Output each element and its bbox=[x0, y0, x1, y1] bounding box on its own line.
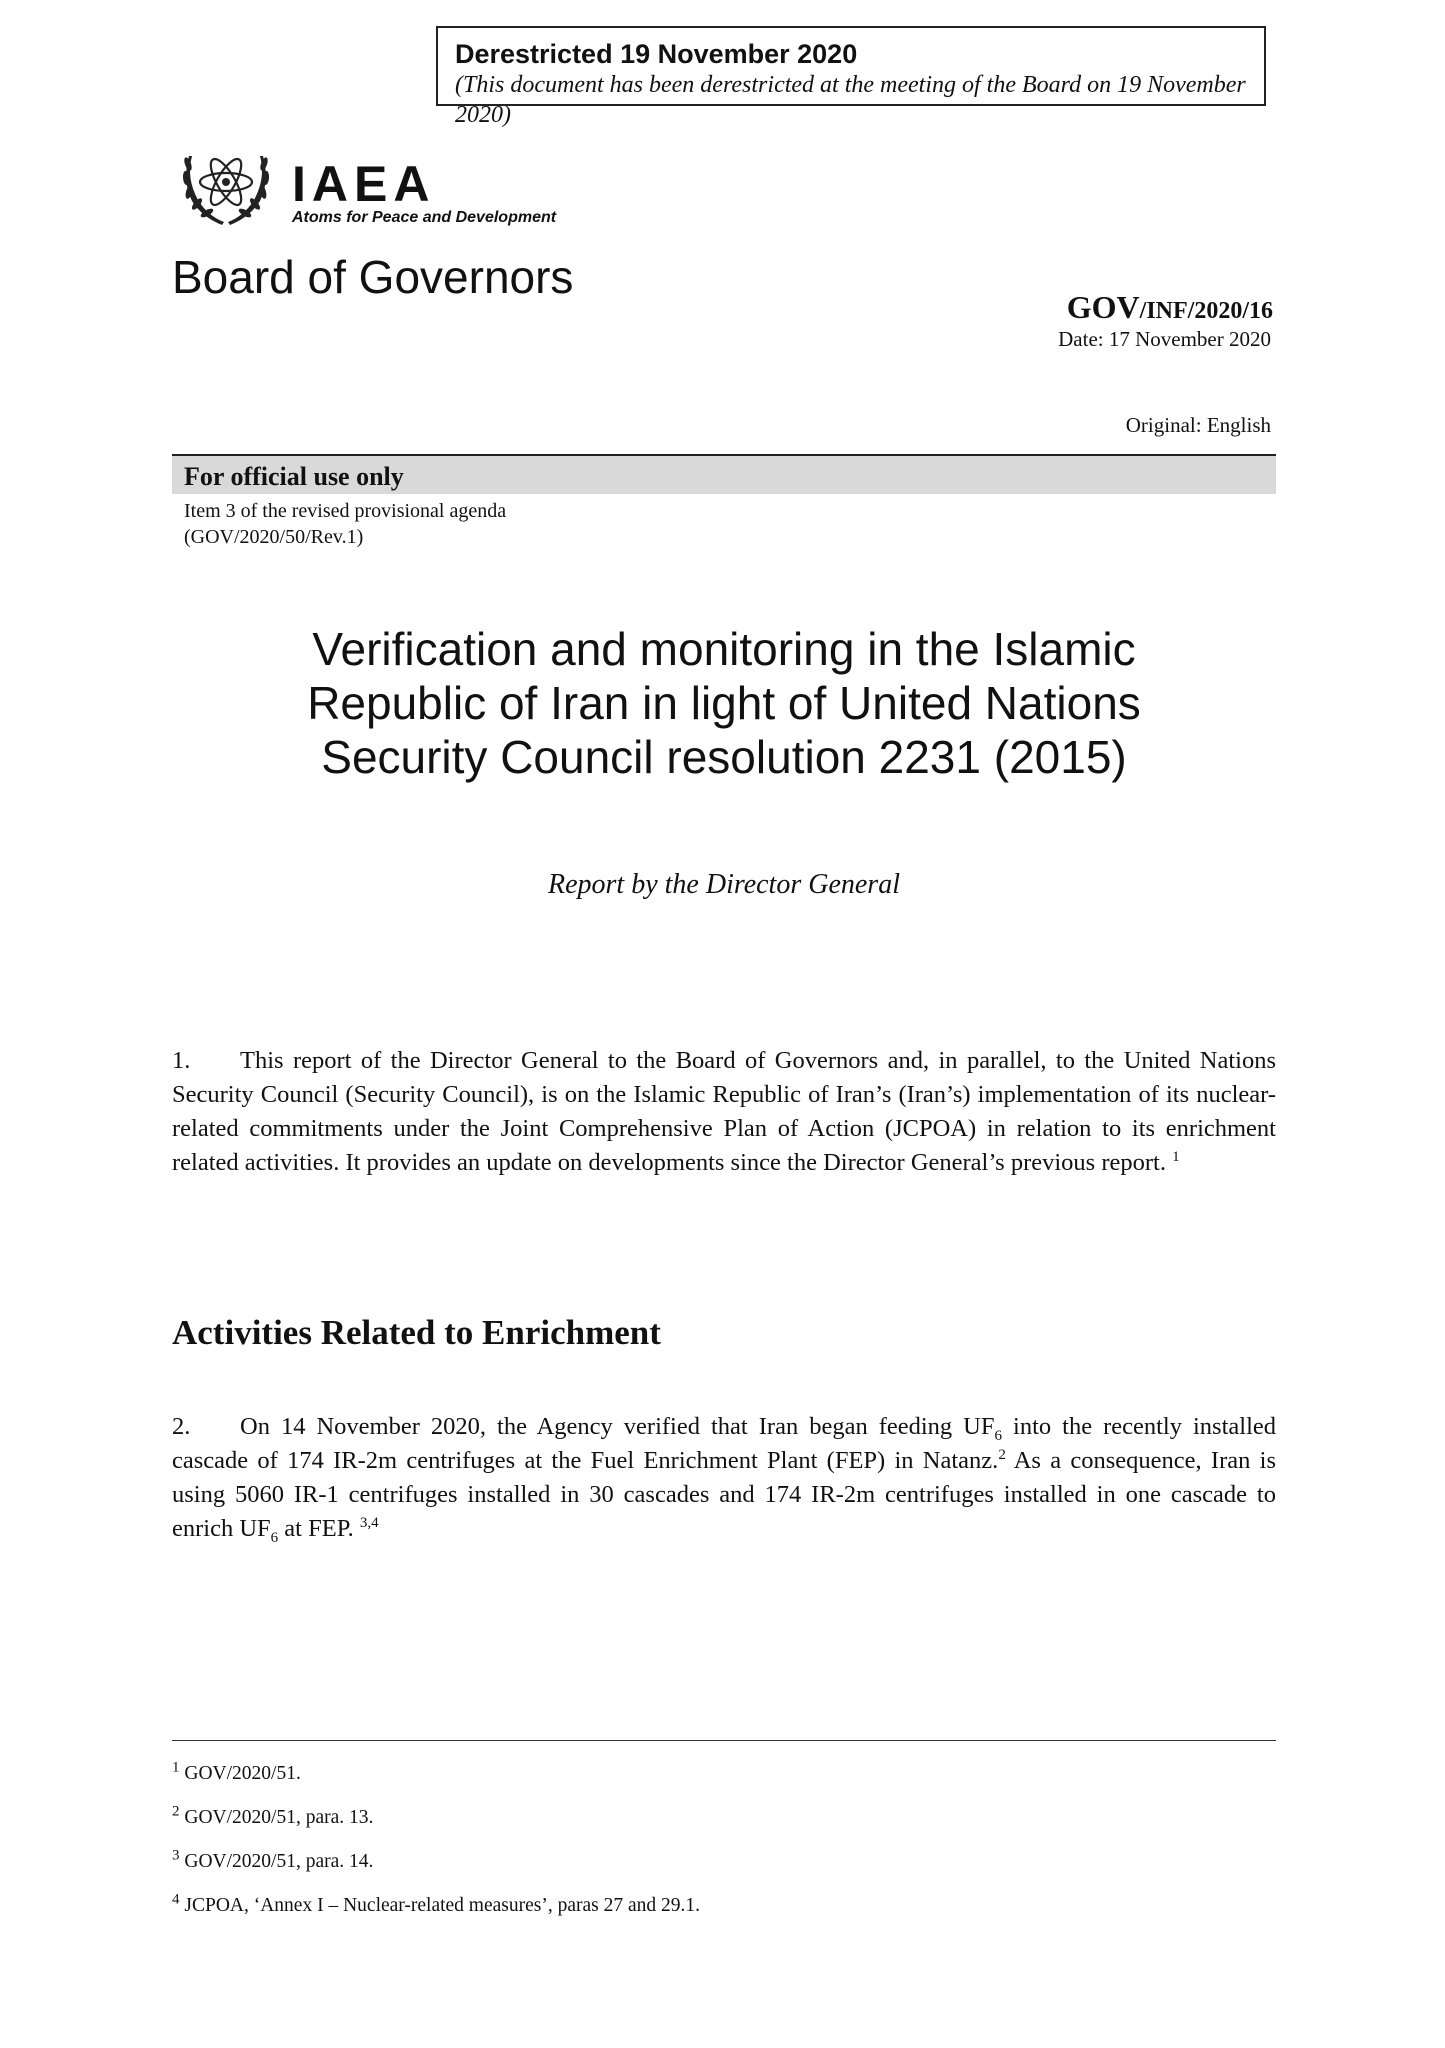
board-title: Board of Governors bbox=[172, 251, 574, 303]
footnote-4 bbox=[172, 1891, 701, 1918]
footnote-number: 3 bbox=[172, 1847, 180, 1864]
footnote-1 bbox=[172, 1759, 301, 1786]
paragraph-2 bbox=[172, 1410, 1276, 1546]
derestricted-note: (This document has been derestricted at the meeting of the Board on 19 November 2020) bbox=[455, 72, 1246, 128]
footnote-number: 2 bbox=[172, 1803, 180, 1820]
paragraph-number: 2. bbox=[172, 1413, 191, 1440]
subscript: 6 bbox=[270, 1529, 279, 1546]
document-date: Date: 17 November 2020 bbox=[1058, 327, 1271, 351]
footnote-ref[interactable]: 2 bbox=[998, 1446, 1006, 1463]
footnote-ref[interactable]: 1 bbox=[1172, 1148, 1180, 1165]
paragraph-text: This report of the Director General to the Board of Governors and, in parallel, to the United Nations Security Council (Security Council), is on the Islamic Republic of Iran’s (Iran’s) implementation of its nuclear-related commitments under the Joint Comprehensive Plan of Action (JCPOA) in relation to its enrichment related activities. It provides an update on developments since the Director General’s previous report. bbox=[172, 1047, 1276, 1176]
paragraph-text-part: at FEP. bbox=[278, 1515, 354, 1542]
footnote-2 bbox=[172, 1803, 374, 1830]
document-number bbox=[1067, 288, 1273, 330]
paragraph-number: 1. bbox=[172, 1047, 191, 1074]
footnote-3 bbox=[172, 1847, 374, 1874]
footnote-divider bbox=[172, 1740, 1276, 1741]
derestricted-notice bbox=[436, 26, 1266, 128]
agenda-reference bbox=[184, 498, 506, 550]
footnote-number: 1 bbox=[172, 1759, 180, 1776]
report-title-line-1: Verification and monitoring in the Islamic bbox=[312, 623, 1136, 675]
paragraph-text-part: On 14 November 2020, the Agency verified that Iran began feeding UF bbox=[240, 1413, 995, 1440]
iaea-logo-name: IAEA bbox=[292, 156, 436, 212]
document-number-suffix: /INF/2020/16 bbox=[1139, 298, 1273, 324]
footnote-text: GOV/2020/51, para. 14. bbox=[184, 1851, 374, 1872]
footnote-ref[interactable]: 3,4 bbox=[359, 1514, 379, 1531]
paragraph-text-part: As a consequence, Iran is using 5060 IR-1 centrifuges installed in 30 cascades and 174 IR-2m centrifuges installed in one cascade to enrich UF bbox=[172, 1447, 1276, 1542]
report-title-line-2: Republic of Iran in light of United Nations bbox=[307, 677, 1141, 729]
section-heading: Activities Related to Enrichment bbox=[172, 1313, 661, 1352]
paragraph-text-part: into the recently installed cascade of 174 IR-2m centrifuges at the Fuel Enrichment Plant (FEP) in Natanz. bbox=[172, 1413, 1277, 1474]
iaea-logo-tagline: Atoms for Peace and Development bbox=[292, 209, 557, 226]
un-wreath-atom-emblem-icon bbox=[174, 140, 278, 232]
report-title-line-3: Security Council resolution 2231 (2015) bbox=[321, 731, 1127, 783]
report-subtitle: Report by the Director General bbox=[548, 869, 900, 900]
document-number-main: GOV bbox=[1066, 289, 1140, 325]
footnote-text: JCPOA, ‘Annex I – Nuclear-related measures’, paras 27 and 29.1. bbox=[184, 1895, 701, 1916]
report-title bbox=[172, 622, 1276, 784]
footnote-text: GOV/2020/51. bbox=[184, 1763, 301, 1784]
agenda-line-1: Item 3 of the revised provisional agenda bbox=[184, 500, 507, 522]
agenda-line-2: (GOV/2020/50/Rev.1) bbox=[184, 526, 364, 548]
derestricted-title: Derestricted 19 November 2020 bbox=[455, 39, 858, 69]
footnote-number: 4 bbox=[172, 1891, 180, 1908]
footnote-text: GOV/2020/51, para. 13. bbox=[184, 1807, 374, 1828]
subscript: 6 bbox=[994, 1427, 1003, 1444]
original-language: Original: English bbox=[1125, 413, 1271, 437]
paragraph-1 bbox=[172, 1044, 1276, 1180]
official-use-banner: For official use only bbox=[172, 454, 1276, 494]
